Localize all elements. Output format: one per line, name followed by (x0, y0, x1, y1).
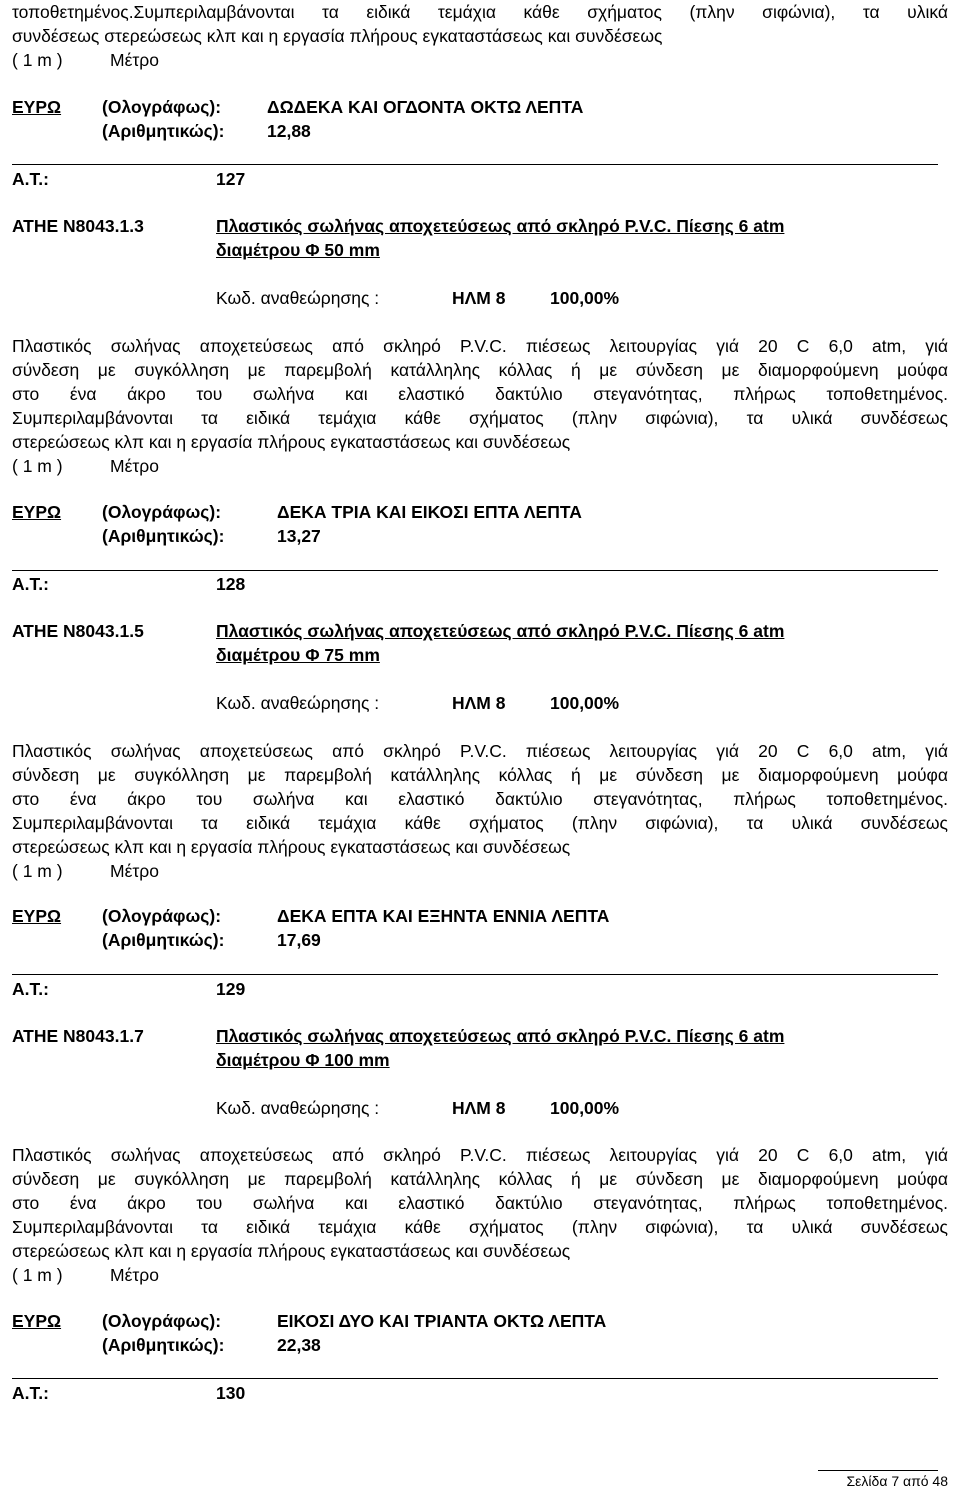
description-line: στερεώσεως κλπ και η εργασία πλήρους εγκαταστάσεως και συνδέσεως (12, 432, 571, 452)
item-title-diameter: διαμέτρου Φ 75 mm (216, 645, 380, 665)
revision-percent: 100,00% (550, 693, 620, 713)
description-line: στο ένα άκρο του σωλήνα και ελαστικό δακτύλιο στεγανότητας, πλήρως τοποθετημένος. (12, 384, 948, 404)
at-number: 128 (216, 574, 246, 594)
price-words: ΔΕΚΑ ΤΡΙΑ ΚΑΙ ΕΙΚΟΣΙ ΕΠΤΑ ΛΕΠΤΑ (277, 502, 582, 522)
price-words: ΔΕΚΑ ΕΠΤΑ ΚΑΙ ΕΞΗΝΤΑ ΕΝΝΙΑ ΛΕΠΤΑ (277, 906, 610, 926)
price-words: ΕΙΚΟΣΙ ΔΥΟ ΚΑΙ ΤΡΙΑΝΤΑ ΟΚΤΩ ΛΕΠΤΑ (277, 1311, 607, 1331)
unit-name: Μέτρο (110, 1265, 159, 1285)
section-divider (12, 974, 938, 975)
unit-label: ( 1 m ) (12, 1265, 63, 1285)
item-code: ΑΤΗΕ Ν8043.1.5 (12, 621, 144, 641)
revision-percent: 100,00% (550, 1098, 620, 1118)
description-line: σύνδεση με συγκόλληση με παρεμβολή κατάλληλης κόλλας ή με σύνδεση με διαμορφούμενη μούφα (12, 765, 948, 785)
price-numeric-label: (Αριθμητικώς): (102, 121, 225, 141)
unit-name: Μέτρο (110, 861, 159, 881)
description-line: Πλαστικός σωλήνας αποχετεύσεως από σκληρό P.V.C. πιέσεως λειτουργίας γιά 20 C 6,0 atm, γιά (12, 1145, 948, 1165)
description-line: σύνδεση με συγκόλληση με παρεμβολή κατάλληλης κόλλας ή με σύνδεση με διαμορφούμενη μούφα (12, 360, 948, 380)
unit-name: Μέτρο (110, 50, 159, 70)
currency-label: ΕΥΡΩ (12, 97, 62, 117)
page-number: Σελίδα 7 από 48 (846, 1473, 948, 1489)
footer-divider (818, 1470, 938, 1471)
at-label: Α.Τ.: (12, 574, 49, 594)
price-numeric: 22,38 (277, 1335, 321, 1355)
description-line: στερεώσεως κλπ και η εργασία πλήρους εγκαταστάσεως και συνδέσεως (12, 837, 571, 857)
price-numeric: 17,69 (277, 930, 321, 950)
intro-text-line: συνδέσεως στερεώσεως κλπ και η εργασία πλήρους εγκαταστάσεως και συνδέσεως (12, 26, 663, 46)
at-label: Α.Τ.: (12, 1383, 49, 1403)
revision-code: ΗΛΜ 8 (452, 1098, 506, 1118)
price-words-label: (Ολογράφως): (102, 1311, 222, 1331)
description-line: σύνδεση με συγκόλληση με παρεμβολή κατάλληλης κόλλας ή με σύνδεση με διαμορφούμενη μούφα (12, 1169, 948, 1189)
currency-label: ΕΥΡΩ (12, 906, 62, 926)
at-label: Α.Τ.: (12, 169, 49, 189)
unit-label: ( 1 m ) (12, 50, 63, 70)
item-code: ΑΤΗΕ Ν8043.1.7 (12, 1026, 144, 1046)
at-number: 127 (216, 169, 246, 189)
revision-percent: 100,00% (550, 288, 620, 308)
description-line: στερεώσεως κλπ και η εργασία πλήρους εγκαταστάσεως και συνδέσεως (12, 1241, 571, 1261)
unit-label: ( 1 m ) (12, 861, 63, 881)
description-line: Συμπεριλαμβάνονται τα ειδικά τεμάχια κάθε σχήματος (πλην σιφώνια), τα υλικά συνδέσεως (12, 813, 948, 833)
price-words-label: (Ολογράφως): (102, 502, 222, 522)
description-line: Συμπεριλαμβάνονται τα ειδικά τεμάχια κάθε σχήματος (πλην σιφώνια), τα υλικά συνδέσεως (12, 1217, 948, 1237)
at-label: Α.Τ.: (12, 979, 49, 999)
price-words-label: (Ολογράφως): (102, 906, 222, 926)
price-numeric-label: (Αριθμητικώς): (102, 1335, 225, 1355)
item-title-diameter: διαμέτρου Φ 100 mm (216, 1050, 390, 1070)
currency-label: ΕΥΡΩ (12, 1311, 62, 1331)
revision-label: Κωδ. αναθεώρησης : (216, 288, 380, 308)
price-words: ΔΩΔΕΚΑ ΚΑΙ ΟΓΔΟΝΤΑ ΟΚΤΩ ΛΕΠΤΑ (267, 97, 584, 117)
price-numeric-label: (Αριθμητικώς): (102, 526, 225, 546)
item-code: ΑΤΗΕ Ν8043.1.3 (12, 216, 144, 236)
at-number: 129 (216, 979, 246, 999)
price-numeric: 12,88 (267, 121, 311, 141)
price-numeric: 13,27 (277, 526, 321, 546)
description-line: Πλαστικός σωλήνας αποχετεύσεως από σκληρό P.V.C. πιέσεως λειτουργίας γιά 20 C 6,0 atm, γιά (12, 336, 948, 356)
item-title-diameter: διαμέτρου Φ 50 mm (216, 240, 380, 260)
price-words-label: (Ολογράφως): (102, 97, 222, 117)
unit-label: ( 1 m ) (12, 456, 63, 476)
section-divider (12, 570, 938, 571)
description-line: Συμπεριλαμβάνονται τα ειδικά τεμάχια κάθε σχήματος (πλην σιφώνια), τα υλικά συνδέσεως (12, 408, 948, 428)
revision-label: Κωδ. αναθεώρησης : (216, 693, 380, 713)
price-numeric-label: (Αριθμητικώς): (102, 930, 225, 950)
section-divider (12, 1378, 938, 1379)
revision-label: Κωδ. αναθεώρησης : (216, 1098, 380, 1118)
item-title: Πλαστικός σωλήνας αποχετεύσεως από σκληρό P.V.C. Πίεσης 6 atm (216, 1026, 785, 1046)
item-title: Πλαστικός σωλήνας αποχετεύσεως από σκληρό P.V.C. Πίεσης 6 atm (216, 621, 785, 641)
revision-code: ΗΛΜ 8 (452, 693, 506, 713)
description-line: στο ένα άκρο του σωλήνα και ελαστικό δακτύλιο στεγανότητας, πλήρως τοποθετημένος. (12, 789, 948, 809)
intro-text-line: τοποθετημένος.Συμπεριλαμβάνονται τα ειδικά τεμάχια κάθε σχήματος (πλην σιφώνια), τα υλικά (12, 2, 948, 22)
item-title: Πλαστικός σωλήνας αποχετεύσεως από σκληρό P.V.C. Πίεσης 6 atm (216, 216, 785, 236)
at-number: 130 (216, 1383, 246, 1403)
description-line: Πλαστικός σωλήνας αποχετεύσεως από σκληρό P.V.C. πιέσεως λειτουργίας γιά 20 C 6,0 atm, γιά (12, 741, 948, 761)
section-divider (12, 164, 938, 165)
unit-name: Μέτρο (110, 456, 159, 476)
currency-label: ΕΥΡΩ (12, 502, 62, 522)
description-line: στο ένα άκρο του σωλήνα και ελαστικό δακτύλιο στεγανότητας, πλήρως τοποθετημένος. (12, 1193, 948, 1213)
revision-code: ΗΛΜ 8 (452, 288, 506, 308)
